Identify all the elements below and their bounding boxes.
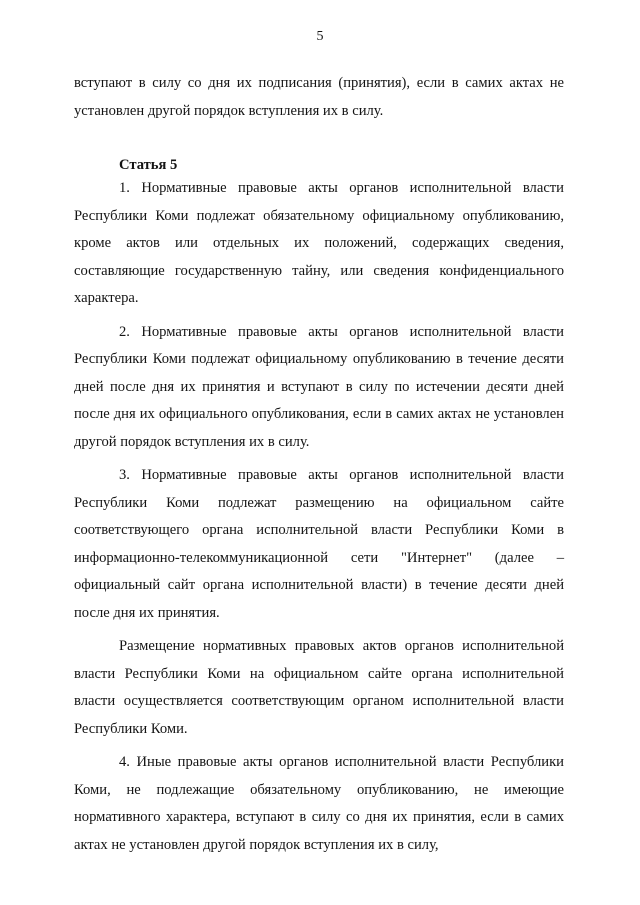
article-heading: Статья 5 xyxy=(119,157,178,173)
paragraph-3-placement: Размещение нормативных правовых актов органов исполнительной власти Республики Коми на официальном сайте органа исполнительной власти осуществляется соответствующим органом исполнительной власти Республики Коми. xyxy=(74,638,564,737)
continuation-block xyxy=(74,70,564,131)
paragraph-2: 2. Нормативные правовые акты органов исполнительной власти Республики Коми подлежат официальному опубликованию в течение десяти дней после дня их принятия и вступают в силу по истечении десяти дней после дня их официального опубликования, если в самих актах не установлен другой порядок вступления их в силу. xyxy=(74,323,564,450)
paragraph-1: 1. Нормативные правовые акты органов исполнительной власти Республики Коми подлежат обязательному официальному опубликованию, кроме актов или отдельных их положений, содержащих сведения, составляющие государственную тайну, или сведения конфиденциального характера. xyxy=(74,180,564,306)
continuation-text: вступают в силу со дня их подписания (принятия), если в самих актах не установлен другой порядок вступления их в силу. xyxy=(74,75,564,119)
page-number: 5 xyxy=(316,29,324,44)
paragraph-4: 4. Иные правовые акты органов исполнительной власти Республики Коми, не подлежащие обязательному опубликованию, не имеющие нормативного характера, вступают в силу со дня их принятия, если в самих актах не установлен другой порядок вступления их в силу, xyxy=(74,754,564,853)
article-body xyxy=(74,175,564,865)
paragraph-3: 3. Нормативные правовые акты органов исполнительной власти Республики Коми подлежат размещению на официальном сайте соответствующего органа исполнительной власти Республики Коми в информационно-телекоммуникационной сети "Интернет" (далее – официальный сайт органа исполнительной власти) в течение десяти дней после дня их принятия. xyxy=(74,467,564,621)
